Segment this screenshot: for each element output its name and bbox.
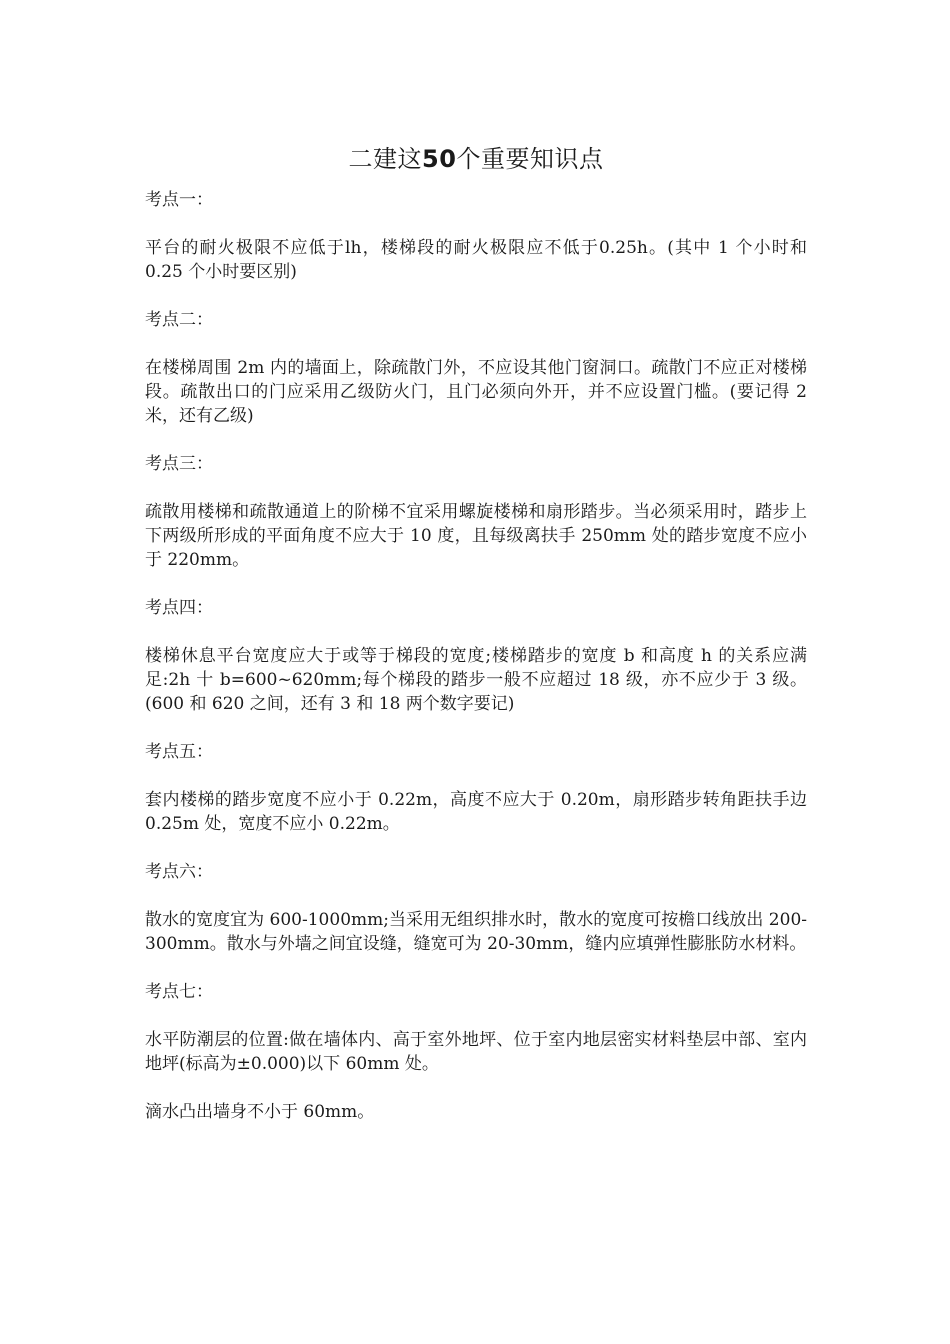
section-heading: 考点二：	[145, 310, 213, 330]
section-paragraph: 疏散用楼梯和疏散通道上的阶梯不宜采用螺旋楼梯和扇形踏步。当必须采用时，踏步上下两级所形成的平面角度不应大于 10 度，且每级离扶手 250mm 处的踏步宽度不应小于 220mm。	[145, 502, 807, 570]
title-suffix: 个重要知识点	[456, 145, 604, 173]
section-paragraph: 散水的宽度宜为 600-1000mm;当采用无组织排水时，散水的宽度可按檐口线放出 200-300mm。散水与外墙之间宜设缝，缝宽可为 20-30mm，缝内应填弹性膨胀防水材料。	[145, 910, 807, 954]
section-paragraph: 在楼梯周围 2m 内的墙面上，除疏散门外，不应设其他门窗洞口。疏散门不应正对楼梯段。疏散出口的门应采用乙级防火门，且门必须向外开，并不应设置门槛。(要记得 2 米，还有乙级)	[145, 358, 807, 426]
section-heading: 考点三：	[145, 454, 213, 474]
section-heading: 考点七：	[145, 982, 213, 1002]
section-heading: 考点六：	[145, 862, 213, 882]
section-paragraph: 水平防潮层的位置:做在墙体内、高于室外地坪、位于室内地层密实材料垫层中部、室内地坪(标高为±0.000)以下 60mm 处。	[145, 1030, 807, 1074]
title-number: 50	[422, 145, 457, 173]
section-paragraph: 套内楼梯的踏步宽度不应小于 0.22m，高度不应大于 0.20m，扇形踏步转角距扶手边 0.25m 处，宽度不应小 0.22m。	[145, 790, 807, 834]
section-heading: 考点一：	[145, 190, 213, 210]
section-heading: 考点四：	[145, 598, 213, 618]
section-paragraph: 滴水凸出墙身不小于 60mm。	[145, 1102, 375, 1122]
document-title	[145, 142, 807, 176]
document-page	[145, 142, 807, 1148]
title-prefix: 二建这	[348, 145, 423, 173]
section-paragraph: 楼梯休息平台宽度应大于或等于梯段的宽度;楼梯踏步的宽度 b 和高度 h 的关系应满足:2h 十 b=600~620mm;每个梯段的踏步一般不应超过 18 级，亦不应少于 3 级。(600 和 620 之间，还有 3 和 18 两个数字要记)	[145, 646, 807, 714]
section-paragraph: 平台的耐火极限不应低于lh，楼梯段的耐火极限应不低于0.25h。(其中 1 个小时和 0.25 个小时要区别)	[145, 238, 807, 282]
sections-container	[145, 188, 807, 1124]
section-heading: 考点五：	[145, 742, 213, 762]
